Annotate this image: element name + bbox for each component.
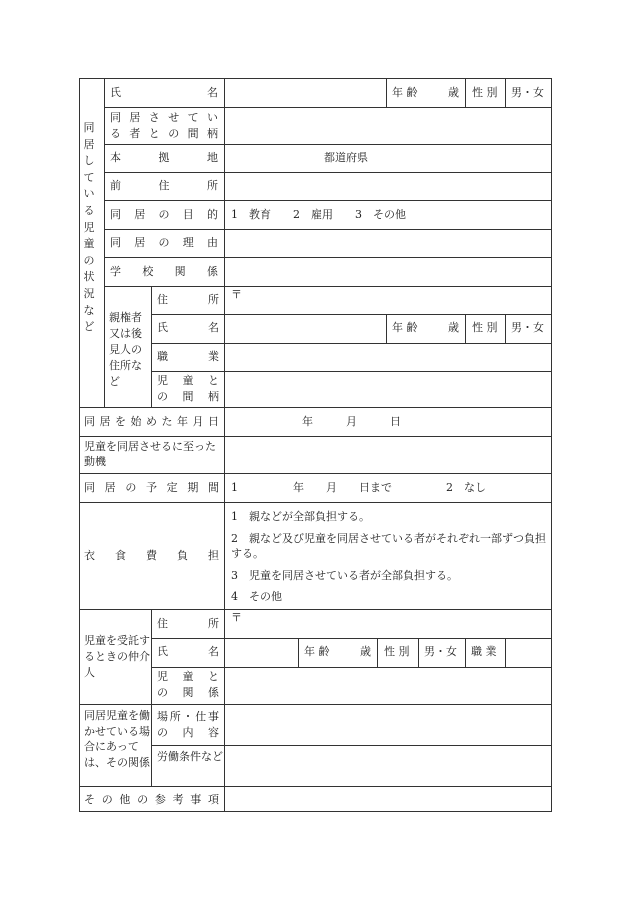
row-line (151, 667, 552, 668)
row-line (104, 144, 552, 145)
relationship-label-1: 同居させてい (110, 111, 218, 124)
age-label: 年 齢 (392, 86, 418, 99)
school-label: 学校関係 (110, 265, 218, 278)
previous-address-label: 前住所 (110, 179, 218, 192)
row-line (79, 407, 552, 408)
guardian-age-label: 年 齢 (392, 321, 418, 334)
purpose-options: 1 教育 2 雇用 3 その他 (231, 208, 406, 221)
work-conditions-label: 労働条件など (157, 750, 223, 763)
intermediary-age-label: 年 齢 (304, 645, 330, 658)
divider (386, 78, 387, 107)
intermediary-occupation-label: 職 業 (471, 645, 497, 658)
sex-options: 男・女 (511, 86, 544, 99)
reason-field[interactable] (225, 230, 551, 257)
row-line (151, 343, 552, 344)
child-status-section-label: 同居している児童の状況など (83, 121, 95, 334)
relationship-label-2: る者との間柄 (110, 127, 218, 140)
border-left (79, 78, 80, 812)
guardian-child-rel-label-2: の間柄 (157, 390, 219, 403)
row-line (79, 473, 552, 474)
guardian-name-label: 氏 名 (157, 321, 219, 334)
row-line (79, 609, 552, 610)
divider (465, 638, 466, 667)
intermediary-age-unit: 歳 (360, 645, 371, 658)
age-unit: 歳 (448, 86, 459, 99)
border-bottom (79, 811, 552, 812)
divider (465, 78, 466, 107)
expense-option-3: 3 児童を同居させている者が全部負担する。 (231, 569, 458, 582)
intermediary-child-rel-label-2: の関係 (157, 686, 219, 699)
divider (298, 638, 299, 667)
row-line (104, 200, 552, 201)
name-label: 氏 名 (110, 86, 218, 99)
work-place-label-2: の内容 (157, 726, 219, 739)
intermediary-sex-options: 男・女 (424, 645, 457, 658)
domicile-value: 都道府県 (324, 151, 368, 164)
divider (386, 314, 387, 343)
work-place-label-1: 場所・仕事 (157, 710, 219, 723)
intermediary-sex-label: 性 別 (384, 645, 410, 658)
motive-field[interactable] (225, 437, 551, 473)
work-place-field[interactable] (225, 705, 551, 745)
intermediary-address-label: 住所 (157, 617, 219, 630)
intermediary-label: 児童を受託するときの仲介人 (84, 634, 150, 679)
sex-label: 性 別 (472, 86, 498, 99)
divider (465, 314, 466, 343)
name-field[interactable] (225, 79, 386, 107)
row-line (79, 502, 552, 503)
row-line (151, 371, 552, 372)
other-notes-label: その他の参考事項 (84, 793, 219, 806)
reason-label: 同居の理由 (110, 236, 218, 249)
intermediary-postal-mark-icon: 〒 (231, 611, 242, 624)
domicile-label: 本拠地 (110, 151, 218, 164)
row-line (104, 286, 552, 287)
postal-mark-icon: 〒 (231, 288, 242, 301)
guardian-sex-options: 男・女 (511, 321, 544, 334)
divider (151, 286, 152, 407)
purpose-label: 同居の目的 (110, 208, 218, 221)
expense-option-1: 1 親などが全部負担する。 (231, 510, 370, 523)
guardian-age-unit: 歳 (448, 321, 459, 334)
previous-address-field[interactable] (225, 173, 551, 200)
period-label: 同居の予定期間 (84, 481, 219, 494)
guardian-child-rel-label-1: 児童と (157, 374, 219, 387)
row-line (151, 638, 552, 639)
divider (418, 638, 419, 667)
intermediary-child-rel-label-1: 児童と (157, 670, 219, 683)
guardian-occupation-label: 職業 (157, 350, 219, 363)
divider (505, 78, 506, 107)
intermediary-name-label: 氏 名 (157, 645, 219, 658)
expense-option-4: 4 その他 (231, 590, 282, 603)
school-field[interactable] (225, 258, 551, 286)
start-date-label: 同居を始めた年月日 (84, 415, 219, 428)
row-line (151, 314, 552, 315)
divider (505, 638, 506, 667)
relationship-field[interactable] (225, 108, 551, 144)
work-label: 同居児童を働かせている場合にあっては、その関係 (84, 709, 150, 769)
expense-option-2: 2 親など及び児童を同居させている者がそれぞれ一部ずつ負担する。 (231, 532, 546, 560)
guardian-label: 親権者又は後見人の住所など (109, 311, 142, 388)
divider (505, 314, 506, 343)
guardian-address-label: 住所 (157, 293, 219, 306)
motive-label: 児童を同居させるに至った動機 (84, 440, 216, 468)
guardian-sex-label: 性 別 (472, 321, 498, 334)
period-value-1: 1 年 月 日まで (231, 481, 392, 494)
expense-label: 衣食費負担 (84, 549, 219, 562)
other-notes-field[interactable] (225, 787, 551, 811)
divider (151, 609, 152, 786)
divider (377, 638, 378, 667)
border-right (551, 78, 552, 812)
divider (104, 78, 105, 407)
period-value-2: 2 なし (446, 481, 486, 494)
work-conditions-field[interactable] (225, 746, 551, 786)
start-date-value: 年 月 日 (302, 415, 401, 428)
